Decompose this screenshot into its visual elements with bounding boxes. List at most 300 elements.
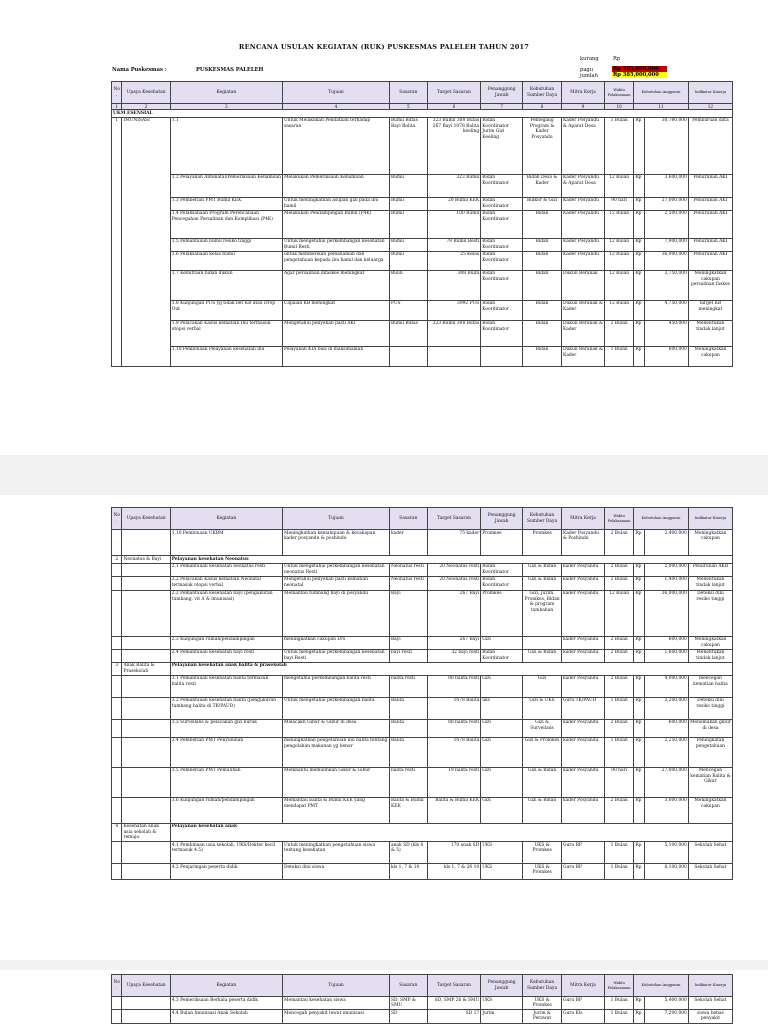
tujuan-cell: Untuk meningkatkan pengetahuan siswa tentang kesehatan [282, 842, 389, 864]
target-cell: 3992 PUS [427, 300, 480, 320]
kegiatan-cell: 1.10 Pembinaan Pelayanan kesehatan ibu [170, 346, 282, 366]
row-no-cell [112, 649, 122, 662]
tujuan-cell: meningkatkan pengetahuan ibu balita tentang pengolahan makanan yg benar [282, 737, 389, 767]
upaya-cell: Neonatus & Bayi [122, 556, 170, 564]
upaya-cell [122, 530, 170, 556]
table-row [112, 251, 733, 270]
target-cell: 323 Bumil [427, 174, 480, 197]
col-num: 4 [282, 104, 389, 110]
anggaran-cell: 600,000 [644, 346, 688, 366]
penanggung-jawab-cell: Bidan Koordinator [481, 320, 523, 346]
sumber-daya-cell: Gizi & Bidan [523, 797, 562, 823]
penanggung-jawab-cell: Gizi [481, 767, 523, 797]
col-header-upaya: Upaya Kesehatan [122, 508, 170, 530]
mitra-cell: Kader Posyandu [561, 238, 604, 251]
anggaran-cell: 36,000,000 [644, 251, 688, 270]
target-cell: 100 Bumil [427, 210, 480, 238]
tujuan-cell: Mencegah penyakit lewat imunisasi [282, 1010, 389, 1024]
anggaran-cell: 2,400,000 [644, 530, 688, 556]
kegiatan-cell: 4.1 Pembinaan usia sekolah, UKS/Dokter kecil termasuk 4.5) [170, 842, 282, 864]
col-num: 3 [170, 104, 282, 110]
table-row [112, 210, 733, 238]
sumber-daya-cell: Bidan [523, 270, 562, 300]
indikator-cell: siswa bebas penyakit [688, 1010, 732, 1024]
mitra-cell: Guru Kls [561, 1010, 604, 1024]
mitra-cell: Dukun Beranak & Kader [561, 346, 604, 366]
kegiatan-cell: 4.4 Bulan Imunisasi Anak Sekolah [170, 1010, 282, 1024]
row-no-cell [112, 864, 122, 880]
page-2-rows [112, 530, 733, 880]
mitra-cell: Guru BP [561, 842, 604, 864]
kegiatan-cell: 3.2 Pemantauan kesehatan balita (pengukuran tumbang balita di TK/PAUD) [170, 697, 282, 719]
col-header-mitra: Mitra Kerja [561, 975, 604, 997]
penanggung-jawab-cell: Bidan Koordinator [481, 210, 523, 238]
kegiatan-cell: 1.10 Pembinaan UKBM [170, 530, 282, 556]
target-cell: Balita & Bumil KEK [427, 797, 480, 823]
row-no-cell: 3 [112, 662, 122, 675]
tujuan-cell: Malacakn Gibur & Gibur di desa [282, 719, 389, 737]
col-header-anggaran: Kebutuhan Anggaran [634, 82, 689, 104]
upaya-cell [122, 649, 170, 662]
indikator-cell: Meningkatkan cakupan [688, 797, 732, 823]
section-label: Pelayanan kesehatan anak balita & prasekolah [170, 662, 732, 675]
col-header-mitra: Mitra Kerja [561, 508, 604, 530]
col-header-no: No. [112, 508, 122, 530]
upaya-cell [122, 767, 170, 797]
penanggung-jawab-cell: Bidan Koordinator [481, 251, 523, 270]
sumber-daya-cell: Gizi & UKS [523, 697, 562, 719]
col-header-kegiatan: Kegiatan [170, 975, 282, 997]
tujuan-cell: Membantu memulihkan Gikur & Gibur [282, 767, 389, 797]
sasaran-cell: Bumil [389, 251, 427, 270]
col-header-waktu: Waktu Pelaksanaan [604, 508, 633, 530]
upaya-cell [122, 590, 170, 636]
tujuan-cell: Melakukan Pendampingan Bumil (P4K) [282, 210, 389, 238]
rp-cell: Rp [634, 1010, 644, 1024]
waktu-cell: 2 Bulan [604, 320, 633, 346]
anggaran-cell: 3,600,000 [644, 174, 688, 197]
anggaran-cell: 2,500,000 [644, 210, 688, 238]
kegiatan-cell: 3.5 Pemberian PMT Pemulihan [170, 767, 282, 797]
upaya-cell: IMUNISASI [122, 117, 170, 366]
anggaran-cell: 600,000 [644, 636, 688, 649]
mitra-cell: Kader Posyandu & Aparat Desa [561, 117, 604, 174]
upaya-cell [122, 719, 170, 737]
penanggung-jawab-cell: Promkes [481, 530, 523, 556]
table-row [112, 697, 733, 719]
col-num: 7 [481, 104, 523, 110]
table-row [112, 197, 733, 210]
col-header-tujuan: Tujuan [282, 82, 389, 104]
sasaran-cell: balita resti [389, 767, 427, 797]
sumber-daya-cell: Gizi & Bidan [523, 563, 562, 576]
waktu-cell: 2 Bulan [604, 675, 633, 697]
indikator-cell: Sekolah Sehat [688, 997, 732, 1010]
anggaran-cell: 8,100,000 [644, 864, 688, 880]
sasaran-cell: anak SD (kls 4 & 5) [389, 842, 427, 864]
row-no-cell [112, 563, 122, 576]
waktu-cell: 2 Bulan [604, 576, 633, 590]
rp-cell: Rp [634, 675, 644, 697]
waktu-cell: 12 Bulan [604, 174, 633, 197]
kegiatan-cell: 1.8 Kunjungan PUS yg tidak ber KB atau Drop Out [170, 300, 282, 320]
mitra-cell: Kader Posyandu [561, 210, 604, 238]
table-row [112, 590, 733, 636]
penanggung-jawab-cell: Bidan Koordinator [481, 270, 523, 300]
waktu-cell: 1 Bulan [604, 697, 633, 719]
tujuan-cell: untuk memberikan pemahaman dan pengetahuan kepada ibu hamil dan keluarga [282, 251, 389, 270]
indikator-cell: Penurunan AKI [688, 210, 732, 238]
indikator-cell: Deteksi dini resiko tinggi [688, 697, 732, 719]
mitra-cell: Guru BP [561, 864, 604, 880]
col-header-pj: Penanggung Jawab [481, 975, 523, 997]
target-cell: 308 Bulin [427, 270, 480, 300]
col-header-indikator: Indikator Kinerja [688, 508, 732, 530]
indikator-cell: Menentukan tindak lanjut [688, 649, 732, 662]
penanggung-jawab-cell: Gizi [481, 636, 523, 649]
col-header-ksd: Kebutuhan Sumber Daya [523, 975, 562, 997]
document-title: RENCANA USULAN KEGIATAN (RUK) PUSKESMAS PALELEH TAHUN 2017 [238, 43, 530, 51]
rp-cell: Rp [634, 300, 644, 320]
mitra-cell: kader Posyandu [561, 649, 604, 662]
rp-cell: Rp [634, 719, 644, 737]
tujuan-cell: Memantau kesehatan siswa [282, 997, 389, 1010]
kegiatan-cell: 1.6 Pelaksanaan kelas bumil [170, 251, 282, 270]
table-header-row [112, 82, 733, 104]
col-num: 5 [389, 104, 427, 110]
kurang-rp: Rp [613, 56, 621, 62]
waktu-cell: 1 Bulan [604, 842, 633, 864]
indikator-cell: Penurunan AKI [688, 174, 732, 197]
rp-cell: Rp [634, 270, 644, 300]
col-header-sasaran: Sasaran [389, 82, 427, 104]
tujuan-cell: Untuk mengetahui perkembangan balita [282, 697, 389, 719]
waktu-cell: 90 hari [604, 767, 633, 797]
document-page-3 [0, 970, 768, 1024]
mitra-cell: Dukun Beranak [561, 270, 604, 300]
col-header-sasaran: Sasaran [389, 508, 427, 530]
upaya-cell [122, 563, 170, 576]
rp-cell: Rp [634, 346, 644, 366]
rp-cell: Rp [634, 238, 644, 251]
sasaran-cell: SD [389, 1010, 427, 1024]
mitra-cell: kader Posyandu [561, 719, 604, 737]
sasaran-cell: balita resti [389, 675, 427, 697]
table-row [112, 576, 733, 590]
sasaran-cell: PUS [389, 300, 427, 320]
mitra-cell: kader Posyandu [561, 590, 604, 636]
table-row [112, 737, 733, 767]
tujuan-cell: Meningkatkan kemampuan & kecakapan kader posyandu & poshindu [282, 530, 389, 556]
penanggung-jawab-cell: Bidan Koordinator [481, 174, 523, 197]
waktu-cell: 2 Bulan [604, 797, 633, 823]
target-cell: kls 1, 7 & 26 10 [427, 864, 480, 880]
target-cell: 19 balita resti [427, 767, 480, 797]
anggaran-cell: 36,000,000 [644, 590, 688, 636]
row-no-cell [112, 737, 122, 767]
tujuan-cell: Agar persalinan difaskes meningkat [282, 270, 389, 300]
indikator-cell: Pembaruan data [688, 117, 732, 174]
table-row [112, 174, 733, 197]
mitra-cell: Kader Posyandu & Aparat Desa [561, 174, 604, 197]
section-ukm-esensial: UKM ESENSIAL [112, 110, 733, 118]
penanggung-jawab-cell: Bidan Koordinator Jurim Gizi Keeling [481, 117, 523, 174]
tujuan-cell: Untuk Melakukan Pendataan terhadap sasaran [282, 117, 389, 174]
sumber-daya-cell: Bidan [523, 320, 562, 346]
table-row [112, 649, 733, 662]
tujuan-cell: Untuk meningkatkan asupan gizi pada ibu hamil [282, 197, 389, 210]
kegiatan-cell: 1.4 Pelaksanaan Program Perencanaan Pencegahan Persalinan dan Komplikasi (P4K) [170, 210, 282, 238]
row-no-cell [112, 842, 122, 864]
table-row [112, 300, 733, 320]
col-header-waktu: Waktu Pelaksanaan [604, 975, 633, 997]
col-header-indikator: Indikator Kinerja [688, 82, 732, 104]
sumber-daya-cell: Gizi [523, 675, 562, 697]
anggaran-cell: 5,400,000 [644, 997, 688, 1010]
target-cell: 75 kader [427, 530, 480, 556]
row-no-cell: 1 [112, 117, 122, 366]
table-row [112, 530, 733, 556]
rp-cell: Rp [634, 210, 644, 238]
waktu-cell: 1 Bulan [604, 997, 633, 1010]
col-header-no: No. [112, 82, 122, 104]
section-row [112, 662, 733, 675]
section-label: Pelayanan kesehatan anak [170, 823, 732, 842]
pagu-value: Rp 385,000,000 [612, 66, 667, 72]
row-no-cell [112, 797, 122, 823]
tujuan-cell: mengetahui perkembangan balita resti [282, 675, 389, 697]
document-page-1 [0, 0, 768, 455]
tujuan-cell: Melakukan Pemeriksaan Kehamilan [282, 174, 389, 197]
indikator-cell: Mencegah kematian Balita & Gikur [688, 767, 732, 797]
rp-cell: Rp [634, 174, 644, 197]
kegiatan-cell: 4.3 Pemeriksaan Berkala peserta didik [170, 997, 282, 1010]
row-no-cell [112, 675, 122, 697]
mitra-cell: kader Posyandu [561, 797, 604, 823]
sumber-daya-cell: Promkes [523, 530, 562, 556]
section-row [112, 556, 733, 564]
kegiatan-cell: 2.1 Pemantauan kesehatan neonatus resti [170, 563, 282, 576]
col-header-tujuan: Tujuan [282, 508, 389, 530]
col-header-target: Target Sasaran [427, 508, 480, 530]
sumber-daya-cell: Bidan [523, 251, 562, 270]
waktu-cell: 12 Bulan [604, 270, 633, 300]
sumber-daya-cell: Bidkor & Gizi [523, 197, 562, 210]
waktu-cell: 2 Bulan [604, 719, 633, 737]
target-cell: 32 bayi resti [427, 649, 480, 662]
rp-cell: Rp [634, 590, 644, 636]
mitra-cell: Dukun Beranak & Kader [561, 320, 604, 346]
target-cell: 267 Bayi [427, 636, 480, 649]
mitra-cell: Dukun Beranak & Kader [561, 300, 604, 320]
indikator-cell: Meningkatkan cakupan [688, 530, 732, 556]
waktu-cell: 12 Bulan [604, 251, 633, 270]
rp-cell: Rp [634, 797, 644, 823]
anggaran-cell: 3,750,000 [644, 270, 688, 300]
waktu-cell: 1 Bulan [604, 737, 633, 767]
target-cell: 80 balita resti [427, 719, 480, 737]
pagu-label: pagu [580, 67, 594, 73]
target-cell: 25 Kelas [427, 251, 480, 270]
upaya-cell [122, 1010, 170, 1024]
sasaran-cell: kader [389, 530, 427, 556]
col-header-kegiatan: Kegiatan [170, 508, 282, 530]
mitra-cell: kader Posyandu [561, 767, 604, 797]
tujuan-cell: Untuk mengetahui perkembangan kesehatan bayi Resti [282, 649, 389, 662]
jumlah-label: jumlah [580, 73, 598, 79]
kegiatan-cell: 2.3 Kunjungan rumah/pendampingan [170, 636, 282, 649]
penanggung-jawab-cell: Bidan Koordinator [481, 300, 523, 320]
waktu-cell: 1 Bulan [604, 864, 633, 880]
penanggung-jawab-cell: Jurim [481, 1010, 523, 1024]
anggaran-cell: 7,900,000 [644, 238, 688, 251]
col-header-anggaran: Kebutuhan Anggaran [634, 975, 689, 997]
penanggung-jawab-cell: Promkes [481, 590, 523, 636]
col-header-mitra: Mitra Kerja [561, 82, 604, 104]
anggaran-cell: 600,000 [644, 719, 688, 737]
rp-cell: Rp [634, 697, 644, 719]
row-no-cell [112, 590, 122, 636]
anggaran-cell: 5,100,000 [644, 842, 688, 864]
page-1-rows [112, 117, 733, 366]
rp-cell: Rp [634, 117, 644, 174]
sumber-daya-cell: UKS & Promkes [523, 842, 562, 864]
sasaran-cell: Balita [389, 719, 427, 737]
waktu-cell: 1 Bulan [604, 1010, 633, 1024]
col-num: 1 [112, 104, 122, 110]
kurang-label: kurang [580, 56, 599, 62]
anggaran-cell: 3,200,000 [644, 697, 688, 719]
row-no-cell [112, 530, 122, 556]
sumber-daya-cell: Bidan Desa & Kader [523, 174, 562, 197]
row-no-cell [112, 697, 122, 719]
table-row [112, 997, 733, 1010]
sasaran-cell: kls 1, 7 & 10 [389, 864, 427, 880]
table-row [112, 719, 733, 737]
rp-cell: Rp [634, 767, 644, 797]
sumber-daya-cell: Gizi & Bidan [523, 767, 562, 797]
upaya-cell [122, 737, 170, 767]
mitra-cell: Guru TK/PAUD [561, 697, 604, 719]
sumber-daya-cell: Bidan [523, 210, 562, 238]
penanggung-jawab-cell: Gizi [481, 719, 523, 737]
page-gap-2 [0, 960, 768, 970]
target-cell: 20 Neonatus resti [427, 576, 480, 590]
table-header-row [112, 975, 733, 997]
penanggung-jawab-cell [481, 346, 523, 366]
tujuan-cell: Untuk mengetahui perkembangan kesehatan Bumil Resti [282, 238, 389, 251]
target-cell: SD 17 [427, 1010, 480, 1024]
rp-cell: Rp [634, 737, 644, 767]
table-row [112, 238, 733, 251]
penanggung-jawab-cell: Bidan Koordinator [481, 563, 523, 576]
sasaran-cell: Bumil [389, 238, 427, 251]
sasaran-cell: SD, SMP & SMU [389, 997, 427, 1010]
indikator-cell: Peningkatan pengetahuan [688, 737, 732, 767]
target-cell: 20 Neonatus resti [427, 563, 480, 576]
upaya-cell: Kesehatan anak usia sekolah & remaja [122, 823, 170, 842]
penanggung-jawab-cell: Bidan Koordinator [481, 197, 523, 210]
mitra-cell: kader Posyandu [561, 563, 604, 576]
row-no-cell [112, 636, 122, 649]
sumber-daya-cell: Pemegang Program & Kader Posyandu [523, 117, 562, 174]
col-header-waktu: Waktu Pelaksanaan [604, 82, 633, 104]
waktu-cell: 12 Bulan [604, 210, 633, 238]
anggaran-cell: 2,000,000 [644, 563, 688, 576]
section-row [112, 823, 733, 842]
table-row [112, 842, 733, 864]
target-cell: 323 Bumil 308 Bufas [427, 320, 480, 346]
waktu-cell: 12 Bulan [604, 590, 633, 636]
rp-cell: Rp [634, 636, 644, 649]
rp-cell: Rp [634, 842, 644, 864]
ruk-table-page-2 [111, 507, 733, 880]
sasaran-cell: Bumil [389, 174, 427, 197]
sumber-daya-cell: Gizi & Surveilans [523, 719, 562, 737]
table-row [112, 563, 733, 576]
tujuan-cell: Mengetahui penyebab pasti AKI [282, 320, 389, 346]
sumber-daya-cell: Gizi & Bidan [523, 576, 562, 590]
row-no-cell [112, 576, 122, 590]
waktu-cell: 2 Bulan [604, 563, 633, 576]
row-no-cell [112, 997, 122, 1010]
kegiatan-cell: 2.2 Pelacakan Kasus kematian Neonatal termasuk otopsi verbal [170, 576, 282, 590]
table-row [112, 346, 733, 366]
rp-cell: Rp [634, 197, 644, 210]
upaya-cell: Anak Balita & Prasekolah [122, 662, 170, 675]
rp-cell: Rp [634, 251, 644, 270]
target-cell [427, 346, 480, 366]
col-num: 9 [561, 104, 604, 110]
indikator-cell: Meningkatkan cakupan [688, 636, 732, 649]
target-cell: 170 anak SD [427, 842, 480, 864]
mitra-cell: Kader Posyandu [561, 251, 604, 270]
col-num: 8 [523, 104, 562, 110]
penanggung-jawab-cell: Bidan Koordinator [481, 649, 523, 662]
col-header-anggaran: Kebutuhan Anggaran [634, 508, 689, 530]
target-cell: 267 Bayi [427, 590, 480, 636]
anggaran-cell: 7,200,000 [644, 1010, 688, 1024]
sasaran-cell: Neonatus resti [389, 576, 427, 590]
sasaran-cell: bayi resti [389, 649, 427, 662]
table-row [112, 636, 733, 649]
sumber-daya-cell [523, 636, 562, 649]
rp-cell: Rp [634, 864, 644, 880]
anggaran-cell: 30,780,000 [644, 117, 688, 174]
table-row [112, 767, 733, 797]
section-row [112, 110, 733, 118]
table-row [112, 320, 733, 346]
col-num: 10 [604, 104, 633, 110]
tujuan-cell: Memantau tumbang bayi di posyandu [282, 590, 389, 636]
sumber-daya-cell: Gizi & Bidan [523, 649, 562, 662]
anggaran-cell: 27,000,000 [644, 767, 688, 797]
penanggung-jawab-cell: Bidan Koordinator [481, 576, 523, 590]
mitra-cell: kader Posyandu [561, 576, 604, 590]
mitra-cell: kader Posyandu [561, 675, 604, 697]
sasaran-cell: Bayi [389, 636, 427, 649]
mitra-cell: Kader Posyandu [561, 197, 604, 210]
indikator-cell: Menentukan tindak lanjut [688, 320, 732, 346]
tujuan-cell: meningkatkan cakupan D/S [282, 636, 389, 649]
sumber-daya-cell: UKS & Promkes [523, 997, 562, 1010]
penanggung-jawab-cell: UKS [481, 864, 523, 880]
upaya-cell [122, 675, 170, 697]
target-cell: 80 balita resti [427, 675, 480, 697]
tujuan-cell: Pelayanan KIA bisa di maksimalkan [282, 346, 389, 366]
rp-cell: Rp [634, 649, 644, 662]
nama-puskesmas-value: PUSKESMAS PALELEH [196, 67, 264, 73]
